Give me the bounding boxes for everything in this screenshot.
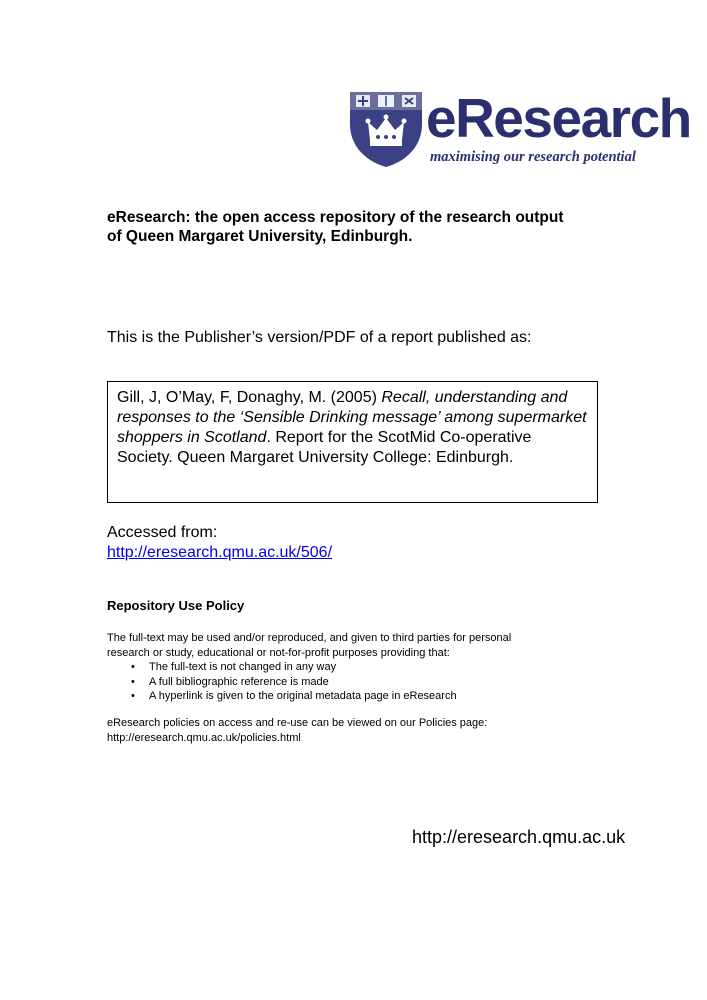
policy-heading: Repository Use Policy xyxy=(107,598,245,613)
list-item xyxy=(107,660,577,675)
eresearch-logo xyxy=(348,87,691,172)
citation-authors-year: Gill, J, O’May, F, Donaghy, M. (2005) xyxy=(117,389,382,406)
policy-bullet-list xyxy=(107,660,577,704)
headline-line-1: eResearch: the open access repository of the research output xyxy=(107,209,564,226)
footer-url: http://eresearch.qmu.ac.uk xyxy=(412,827,626,847)
repository-headline xyxy=(107,208,607,246)
citation-title: Recall, understanding and responses to the ‘Sensible Drinking message’ among supermarket shoppers in Scotland xyxy=(117,389,587,446)
policies-note-line-1: eResearch policies on access and re-use can be viewed on our Policies page: xyxy=(107,717,488,729)
publisher-version-statement: This is the Publisher’s version/PDF of a report published as: xyxy=(107,329,532,346)
logo-wordmark: eResearch xyxy=(426,87,691,149)
policy-intro-line-1: The full-text may be used and/or reproduced, and given to third parties for personal xyxy=(107,632,512,644)
bullet-text: The full-text is not changed in any way xyxy=(149,661,337,673)
accessed-from xyxy=(107,523,332,563)
list-item xyxy=(107,675,577,690)
accessed-label: Accessed from: xyxy=(107,524,218,541)
headline-line-2: of Queen Margaret University, Edinburgh. xyxy=(107,228,413,245)
logo-tagline: maximising our research potential xyxy=(430,149,636,165)
policies-note-url: http://eresearch.qmu.ac.uk/policies.html xyxy=(107,731,301,744)
citation-details: . Report for the ScotMid Co-operative Society. Queen Margaret University College: Edinburgh. xyxy=(117,429,532,466)
citation-box xyxy=(107,381,598,503)
bullet-icon: • xyxy=(131,661,135,673)
item-link[interactable]: http://eresearch.qmu.ac.uk/506/ xyxy=(107,544,333,561)
bullet-icon: • xyxy=(131,690,135,702)
list-item xyxy=(107,689,577,704)
policy-intro-line-2: research or study, educational or not-for-profit purposes providing that: xyxy=(107,646,450,659)
bullet-text: A hyperlink is given to the original metadata page in eResearch xyxy=(149,690,457,702)
policy-body xyxy=(107,631,577,704)
crest-icon xyxy=(348,90,424,168)
bullet-icon: • xyxy=(131,675,135,688)
policies-note xyxy=(107,716,487,745)
bullet-text: A full bibliographic reference is made xyxy=(149,675,329,688)
